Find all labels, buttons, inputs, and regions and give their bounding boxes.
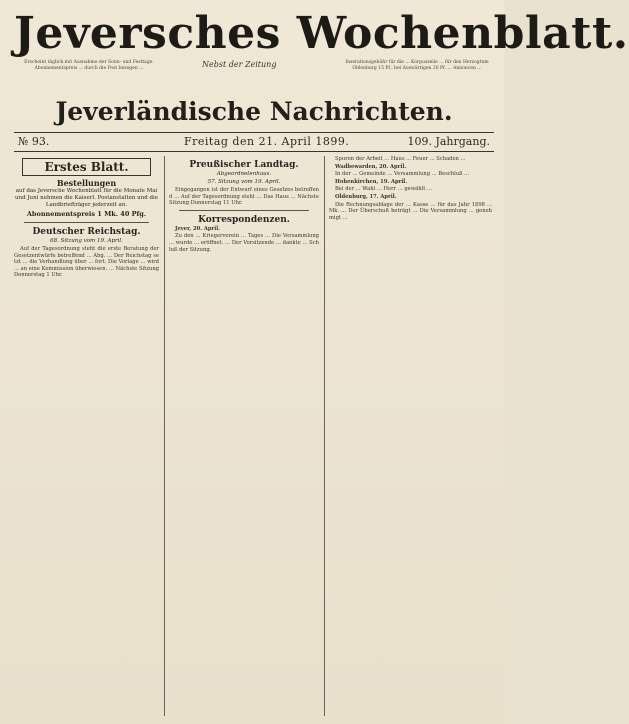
column-3 (329, 156, 492, 716)
paragraph: Zu den ... Kriegerverein ... Tages ... Die Versammlung ... wurde ... eröffnet. ... Der Vorsitzende ... dankte ... Schluß der Sitzung. (169, 233, 319, 253)
session-line: 68. Sitzung vom 19. April. (50, 238, 123, 244)
column-1 (14, 156, 159, 716)
dateline: Jever, 20. April. (175, 225, 220, 232)
session-line: 57. Sitzung vom 19. April. (207, 179, 281, 185)
issue-date: Freitag den 21. April 1899. (184, 135, 350, 148)
paragraph: Die Rechnungsablage der ... Kasse ... für das Jahr 1898 ... Mk. ... Der Überschuß beträgt ... Die Versammlung ... genehmigt ... (329, 201, 492, 221)
subscription-box (14, 180, 159, 218)
first-sheet-label: Erstes Blatt. (22, 158, 151, 176)
notice-body: auf das Jeversche Wochenblatt für die Monate Mai und Juni nehmen die Kaiserl. Postanstalten und die Landbriefträger jederzeit an. (15, 188, 158, 208)
section-heading: Preußischer Landtag. (189, 160, 299, 170)
column-2 (169, 156, 319, 716)
divider (24, 222, 149, 223)
newspaper-title: Jeversches Wochenblatt. (14, 8, 629, 59)
paragraph: Eingegangen ist der Entwurf eines Gesetzes betreffend ... Auf der Tagesordnung steht ... Das Haus ... Nächste Sitzung Donnerstag 11 Uhr. (169, 187, 319, 207)
notice-price: Abonnementspreis 1 Mk. 40 Pfg. (26, 210, 147, 218)
section-heading: Korrespondenzen. (198, 214, 290, 225)
volume-year: 109. Jahrgang. (407, 135, 490, 148)
column-divider (164, 156, 165, 716)
paragraph: Auf der Tagesordnung steht die erste Beratung der Gesetzentwürfe betreffend ... Abg. ... Der Reichstag setzt ... die Verhandlung über ... fort. Die Vorlage ... wird ... an eine Kommission überwiesen. ... Nächste Sitzung Donnerstag 1 Uhr. (14, 246, 159, 279)
section-heading: Deutscher Reichstag. (32, 227, 141, 237)
newspaper-subtitle: Jeverländische Nachrichten. (55, 97, 453, 126)
supplement-note: Nebst der Zeitung (202, 60, 277, 69)
issue-info-bar (14, 132, 494, 152)
article-text (169, 187, 319, 207)
column-divider (324, 156, 325, 716)
insertion-fee-notice: Inserationsgebühr für die ... Korpuszeile ... für den Herzogtum Oldenburg 15 Pf., bei Auswärtigen 20 Pf. ... Annoncen ... (345, 60, 489, 71)
article-text (14, 246, 159, 279)
dateline: Hohenkirchen, 19. April. (335, 178, 408, 185)
issue-number: № 93. (18, 135, 50, 148)
paragraph: Spuren der Arbeit ... Haus ... Feuer ... Schaden ... (335, 156, 466, 162)
divider (179, 210, 309, 211)
section-subheading: Abgeordnetenhaus. (216, 171, 272, 177)
article-columns (14, 156, 494, 716)
subscription-notice: Erscheint täglich mit Ausnahme der Sonn- und Festtage. Abonnementspreis ... durch die Post bezogen ... (24, 60, 154, 71)
article-text (329, 156, 492, 221)
notice-heading: Bestellungen (56, 178, 117, 188)
paragraph: In der ... Gemeinde ... Versammlung ... Beschluß ... (335, 171, 470, 178)
paragraph: Bei der ... Wahl ... Herr ... gewählt ... (335, 186, 432, 193)
masthead-info-row (14, 60, 494, 104)
dateline: Oldenburg, 17. April. (335, 193, 397, 200)
masthead (14, 8, 629, 126)
dateline: Wadbewarden, 20. April. (335, 163, 407, 170)
article-text (169, 226, 319, 253)
